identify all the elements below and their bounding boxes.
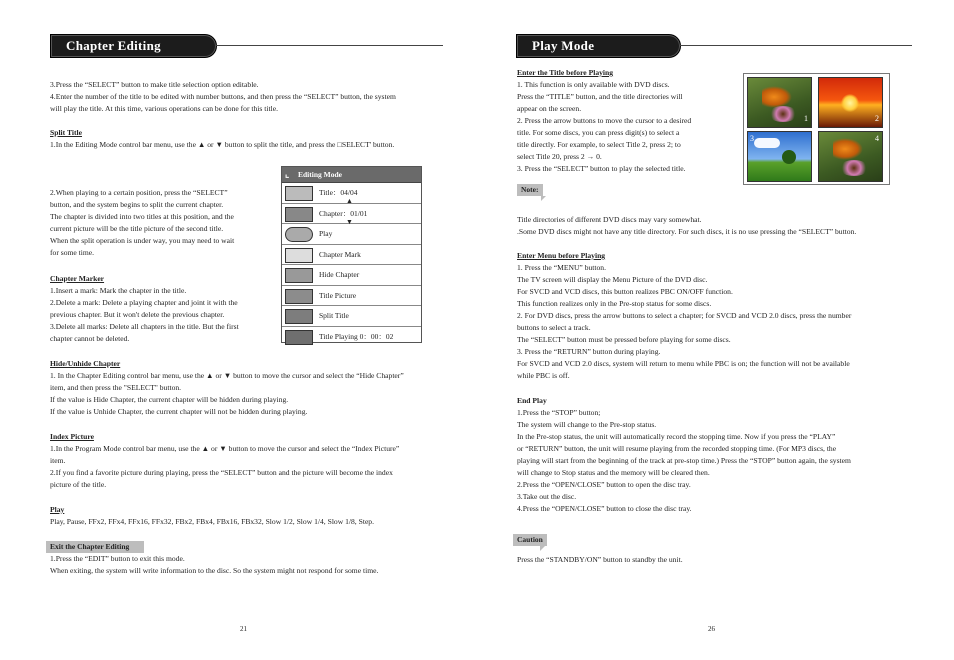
end-play-line: playing will start from the beginning of the track at pre-stop time.) Press the “STOP” button again, the system bbox=[517, 456, 851, 465]
butterfly-icon bbox=[833, 138, 863, 160]
thumbnail-sunset-2[interactable] bbox=[818, 77, 883, 128]
index-line: item. bbox=[50, 456, 66, 465]
enter-menu-line: 1. Press the “MENU” button. bbox=[517, 263, 607, 272]
caution-section bbox=[517, 554, 683, 566]
split-line: When the split operation is under way, you may need to wait bbox=[50, 236, 235, 245]
enter-menu-section bbox=[517, 250, 851, 382]
menu-item-title-picture[interactable] bbox=[282, 286, 421, 307]
note-tag: Note: bbox=[517, 184, 543, 196]
split-line: button, and the system begins to split the current chapter. bbox=[50, 200, 224, 209]
index-line: 2.If you find a favorite picture during playing, press the “SELECT” button and the picture will become the index bbox=[50, 468, 393, 477]
split-line: for some time. bbox=[50, 248, 95, 257]
end-play-section bbox=[517, 395, 851, 515]
page-number-right: 26 bbox=[708, 625, 715, 633]
end-play-line: The system will change to the Pre-stop status. bbox=[517, 420, 657, 429]
sun-icon bbox=[841, 94, 859, 112]
hide-line: If the value is Unhide Chapter, the current chapter will not be hidden during playing. bbox=[50, 407, 308, 416]
enter-menu-line: The TV screen will display the Menu Picture of the DVD disc. bbox=[517, 275, 708, 284]
intro-line: will play the title. At this time, various operations can be done for this title. bbox=[50, 104, 278, 113]
end-play-line: 3.Take out the disc. bbox=[517, 492, 577, 501]
header-rule-right bbox=[680, 45, 912, 46]
title-icon bbox=[285, 186, 313, 201]
thumbnail-tree-3[interactable] bbox=[747, 131, 812, 182]
split-title-heading: Split Title bbox=[50, 128, 83, 137]
note-section bbox=[517, 214, 856, 238]
up-arrow-icon: ▲ bbox=[346, 197, 353, 205]
chapter-mark-icon bbox=[285, 248, 313, 263]
cloud-icon bbox=[754, 138, 780, 148]
split-title-icon bbox=[285, 309, 313, 324]
exit-line: 1.Press the “EDIT” button to exit this mode. bbox=[50, 554, 185, 563]
menu-title-text: Editing Mode bbox=[298, 170, 342, 179]
end-play-line: 1.Press the “STOP” button; bbox=[517, 408, 601, 417]
enter-title-section bbox=[517, 67, 691, 175]
hide-line: 1. In the Chapter Editing control bar menu, use the ▲ or ▼ button to move the cursor and select the “Hide Chapter” bbox=[50, 371, 404, 380]
exit-line: When exiting, the system will write information to the disc. So the system might not respond for some time. bbox=[50, 566, 379, 575]
play-section bbox=[50, 504, 374, 528]
thumbnail-number: 4 bbox=[875, 134, 879, 143]
caution-tag: Caution bbox=[513, 534, 547, 546]
caution-tag-pointer bbox=[540, 546, 550, 551]
hide-chapter-icon bbox=[285, 268, 313, 283]
enter-title-line: title. For some discs, you can press digit(s) to select a bbox=[517, 128, 680, 137]
chapter-icon bbox=[285, 207, 313, 222]
hide-chapter-section bbox=[50, 358, 404, 418]
thumbnail-number: 1 bbox=[804, 114, 808, 123]
index-line: picture of the title. bbox=[50, 480, 107, 489]
butterfly-icon bbox=[762, 86, 792, 108]
chapter-marker-heading: Chapter Marker bbox=[50, 274, 105, 283]
enter-menu-line: buttons to select a track. bbox=[517, 323, 591, 332]
note-tag-pointer bbox=[541, 196, 551, 201]
enter-title-line: Press the “TITLE” button, and the title directories will bbox=[517, 92, 683, 101]
thumbnail-number: 2 bbox=[875, 114, 879, 123]
exit-chapter-editing-tag: Exit the Chapter Editing bbox=[46, 541, 144, 553]
end-play-heading: End Play bbox=[517, 396, 547, 405]
note-line: Title directories of different DVD discs may vary somewhat. bbox=[517, 215, 702, 224]
exit-section bbox=[50, 553, 378, 577]
enter-title-line: 1. This function is only available with DVD discs. bbox=[517, 80, 670, 89]
enter-title-line: appear on the screen. bbox=[517, 104, 582, 113]
end-play-line: or “RETURN” button, the unit will resume playing from the recorded stopping time. (For MP3 discs, the bbox=[517, 444, 837, 453]
marker-line: 2.Delete a mark: Delete a playing chapter and joint it with the bbox=[50, 298, 238, 307]
menu-item-play[interactable] bbox=[282, 224, 421, 245]
down-arrow-icon: ▼ bbox=[346, 217, 353, 226]
menu-item-label: Chapter Mark bbox=[319, 249, 361, 259]
end-play-line: In the Pre-stop status, the unit will automatically record the stopping time. Now if you press the “PLAY” bbox=[517, 432, 836, 441]
enter-menu-line: 2. For DVD discs, press the arrow buttons to select a chapter; for SVCD and VCD 2.0 discs, press the number bbox=[517, 311, 852, 320]
end-play-line: will change to Stop status and the memory will be cleared then. bbox=[517, 468, 710, 477]
marker-line: previous chapter. But it won't delete the previous chapter. bbox=[50, 310, 225, 319]
enter-menu-line: This function realizes only in the Pre-stop status for some discs. bbox=[517, 299, 712, 308]
menu-corner-icon: ⌞ bbox=[285, 169, 290, 179]
enter-title-line: title directly. For example, to select Title 2, press 2; to bbox=[517, 140, 681, 149]
split-line: The chapter is divided into two titles at this position, and the bbox=[50, 212, 234, 221]
split-line: 2.When playing to a certain position, press the “SELECT” bbox=[50, 188, 228, 197]
play-icon bbox=[285, 227, 313, 242]
enter-title-line: select Title 20, press 2 → 0. bbox=[517, 152, 602, 161]
title-playing-icon bbox=[285, 330, 313, 345]
menu-item-title[interactable] bbox=[282, 183, 421, 204]
thumbnail-butterfly-4[interactable] bbox=[818, 131, 883, 182]
enter-menu-line: The “SELECT” button must be pressed before playing for some discs. bbox=[517, 335, 731, 344]
split-line: current picture will be the title picture of the second title. bbox=[50, 224, 224, 233]
chapter-marker-section bbox=[50, 273, 239, 345]
enter-menu-heading: Enter Menu before Playing bbox=[517, 251, 606, 260]
enter-menu-line: For SVCD and VCD discs, this button realizes PBC ON/OFF function. bbox=[517, 287, 733, 296]
menu-item-label: Play bbox=[319, 229, 333, 238]
hide-line: item, and then press the "SELECT" button. bbox=[50, 383, 182, 392]
index-picture-section bbox=[50, 431, 399, 491]
tree-icon bbox=[782, 150, 796, 164]
flower-icon bbox=[768, 106, 798, 122]
enter-title-line: 3. Press the “SELECT” button to play the selected title. bbox=[517, 164, 686, 173]
enter-menu-line: 3. Press the “RETURN” button during playing. bbox=[517, 347, 661, 356]
end-play-line: 2.Press the “OPEN/CLOSE” button to open the disc tray. bbox=[517, 480, 691, 489]
thumbnail-number: 3 bbox=[750, 134, 754, 143]
menu-item-split-title[interactable] bbox=[282, 306, 421, 327]
note-line: .Some DVD discs might not have any title directory. For such discs, it is no use pressing the “SELECT” button. bbox=[517, 227, 857, 236]
menu-item-label: Title Playing 0：00：02 bbox=[319, 331, 394, 341]
end-play-line: 4.Press the “OPEN/CLOSE” button to close the disc tray. bbox=[517, 504, 692, 513]
marker-line: 3.Delete all marks: Delete all chapters in the title. But the first bbox=[50, 322, 239, 331]
menu-item-label: Title：04/04 bbox=[319, 188, 358, 197]
menu-item-hide-chapter[interactable] bbox=[282, 265, 421, 286]
intro-line: 4.Enter the number of the title to be edited with number buttons, and then press the “SELECT” button, the system bbox=[50, 92, 396, 101]
menu-item-chapter[interactable] bbox=[282, 204, 421, 225]
play-line: Play, Pause, FFx2, FFx4, FFx16, FFx32, FBx2, FBx4, FBx16, FBx32, Slow 1/2, Slow 1/4, Slow 1/8, Step. bbox=[50, 517, 375, 526]
editing-mode-menu-title bbox=[282, 167, 421, 183]
intro-line: 3.Press the “SELECT” button to make title selection option editable. bbox=[50, 80, 259, 89]
menu-item-label: Chapter：01/01 bbox=[319, 208, 368, 218]
title-picture-icon bbox=[285, 289, 313, 304]
marker-line: chapter cannot be deleted. bbox=[50, 334, 130, 343]
section-header-play-mode: Play Mode bbox=[516, 34, 681, 58]
enter-menu-line: For SVCD and VCD 2.0 discs, system will return to menu while PBC is on; the function will not be available bbox=[517, 359, 850, 368]
flower-icon bbox=[839, 160, 869, 176]
enter-menu-line: while PBC is off. bbox=[517, 371, 570, 380]
hide-chapter-heading: Hide/Unhide Chapter bbox=[50, 359, 121, 368]
menu-item-label: Split Title bbox=[319, 311, 349, 320]
menu-item-chapter-mark[interactable] bbox=[282, 245, 421, 266]
thumbnail-butterfly-1[interactable] bbox=[747, 77, 812, 128]
menu-item-title-playing[interactable] bbox=[282, 327, 421, 347]
marker-line: 1.Insert a mark: Mark the chapter in the title. bbox=[50, 286, 187, 295]
header-rule-left bbox=[216, 45, 443, 46]
enter-title-line: 2. Press the arrow buttons to move the cursor to a desired bbox=[517, 116, 692, 125]
page-number-left: 21 bbox=[240, 625, 247, 633]
play-heading: Play bbox=[50, 505, 65, 514]
intro-text bbox=[50, 79, 396, 115]
menu-item-label: Title Picture bbox=[319, 290, 357, 300]
hide-line: If the value is Hide Chapter, the current chapter will be hidden during playing. bbox=[50, 395, 289, 404]
split-title-section bbox=[50, 127, 394, 151]
enter-title-heading: Enter the Title before Playing bbox=[517, 68, 614, 77]
editing-mode-menu bbox=[281, 166, 422, 343]
section-header-chapter-editing: Chapter Editing bbox=[50, 34, 217, 58]
split-title-continued bbox=[50, 187, 234, 259]
split-title-line: 1.In the Editing Mode control bar menu, use the ▲ or ▼ button to split the title, and press the □SELECT' button. bbox=[50, 140, 395, 149]
menu-item-label: Hide Chapter bbox=[319, 270, 360, 279]
index-line: 1.In the Program Mode control bar menu, use the ▲ or ▼ button to move the cursor and select the “Index Picture” bbox=[50, 444, 400, 453]
index-picture-heading: Index Picture bbox=[50, 432, 94, 441]
caution-line: Press the “STANDBY/ON” button to standby the unit. bbox=[517, 555, 683, 564]
